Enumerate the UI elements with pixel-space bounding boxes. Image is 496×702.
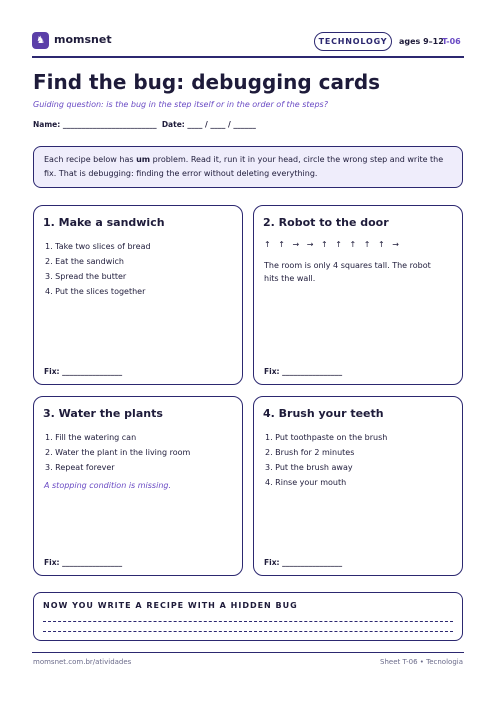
guiding-question: Guiding question: is the bug in the step itself or in the order of the steps?: [33, 100, 328, 109]
write-recipe-box: [33, 592, 463, 641]
header: [32, 30, 464, 54]
card-plants: [33, 396, 243, 576]
step-item: 3. Repeat forever: [45, 463, 115, 472]
card-sandwich: [33, 205, 243, 385]
step-item: 2. Water the plant in the living room: [45, 448, 191, 457]
card-hint: A stopping condition is missing.: [44, 481, 172, 490]
card-robot: [253, 205, 463, 385]
step-list: [45, 430, 190, 475]
fix-line: Fix: ________________: [264, 558, 343, 567]
card-title: 3. Water the plants: [43, 407, 163, 420]
page-title: Find the bug: debugging cards: [33, 70, 381, 94]
arrow-sequence: ↑ ↑ → → ↑ ↑ ↑ ↑ ↑ →: [264, 240, 400, 249]
step-item: 1. Take two slices of bread: [45, 242, 151, 251]
card-title: 1. Make a sandwich: [43, 216, 165, 229]
fix-line: Fix: ________________: [264, 367, 343, 376]
subject-badge: TECHNOLOGY: [314, 32, 392, 51]
instructions-text-start: Each recipe below has: [44, 155, 137, 164]
step-list: [265, 430, 387, 490]
fix-line: Fix: ________________: [44, 367, 123, 376]
owl-logo-icon: ♞: [32, 32, 49, 49]
footer-sheet-label: Sheet T-06 • Tecnologia: [380, 658, 463, 666]
step-item: 3. Spread the butter: [45, 272, 127, 281]
name-date-line: Name: _________________________ Date: ____ / ____ / ______: [33, 120, 256, 129]
step-item: 1. Put toothpaste on the brush: [265, 433, 388, 442]
instructions-bold-word: um: [136, 155, 151, 164]
step-item: 3. Put the brush away: [265, 463, 353, 472]
step-item: 2. Eat the sandwich: [45, 257, 124, 266]
writing-line: [43, 631, 453, 632]
sheet-code: T-06: [442, 37, 461, 46]
write-section-title: NOW YOU WRITE A RECIPE WITH A HIDDEN BUG: [43, 601, 298, 610]
card-note: The room is only 4 squares tall. The robot hits the wall.: [264, 261, 431, 283]
step-item: 1. Fill the watering can: [45, 433, 137, 442]
step-list: [45, 239, 151, 299]
step-item: 4. Rinse your mouth: [265, 478, 347, 487]
writing-line: [43, 621, 453, 622]
age-range: ages 9–12: [399, 37, 444, 46]
footer-url: momsnet.com.br/atividades: [33, 658, 132, 666]
header-divider: [32, 56, 464, 58]
footer-divider: [32, 652, 464, 653]
card-title: 2. Robot to the door: [263, 216, 389, 229]
step-item: 4. Put the slices together: [45, 287, 146, 296]
card-teeth: [253, 396, 463, 576]
fix-line: Fix: ________________: [44, 558, 123, 567]
logo-text: momsnet: [54, 33, 112, 46]
instructions-box: [33, 146, 463, 188]
card-title: 4. Brush your teeth: [263, 407, 384, 420]
step-item: 2. Brush for 2 minutes: [265, 448, 355, 457]
instructions-text-end: problem. Read it, run it in your head, circle the wrong step and write the fix. That is debugging: finding the error without deleting everything.: [44, 155, 444, 178]
